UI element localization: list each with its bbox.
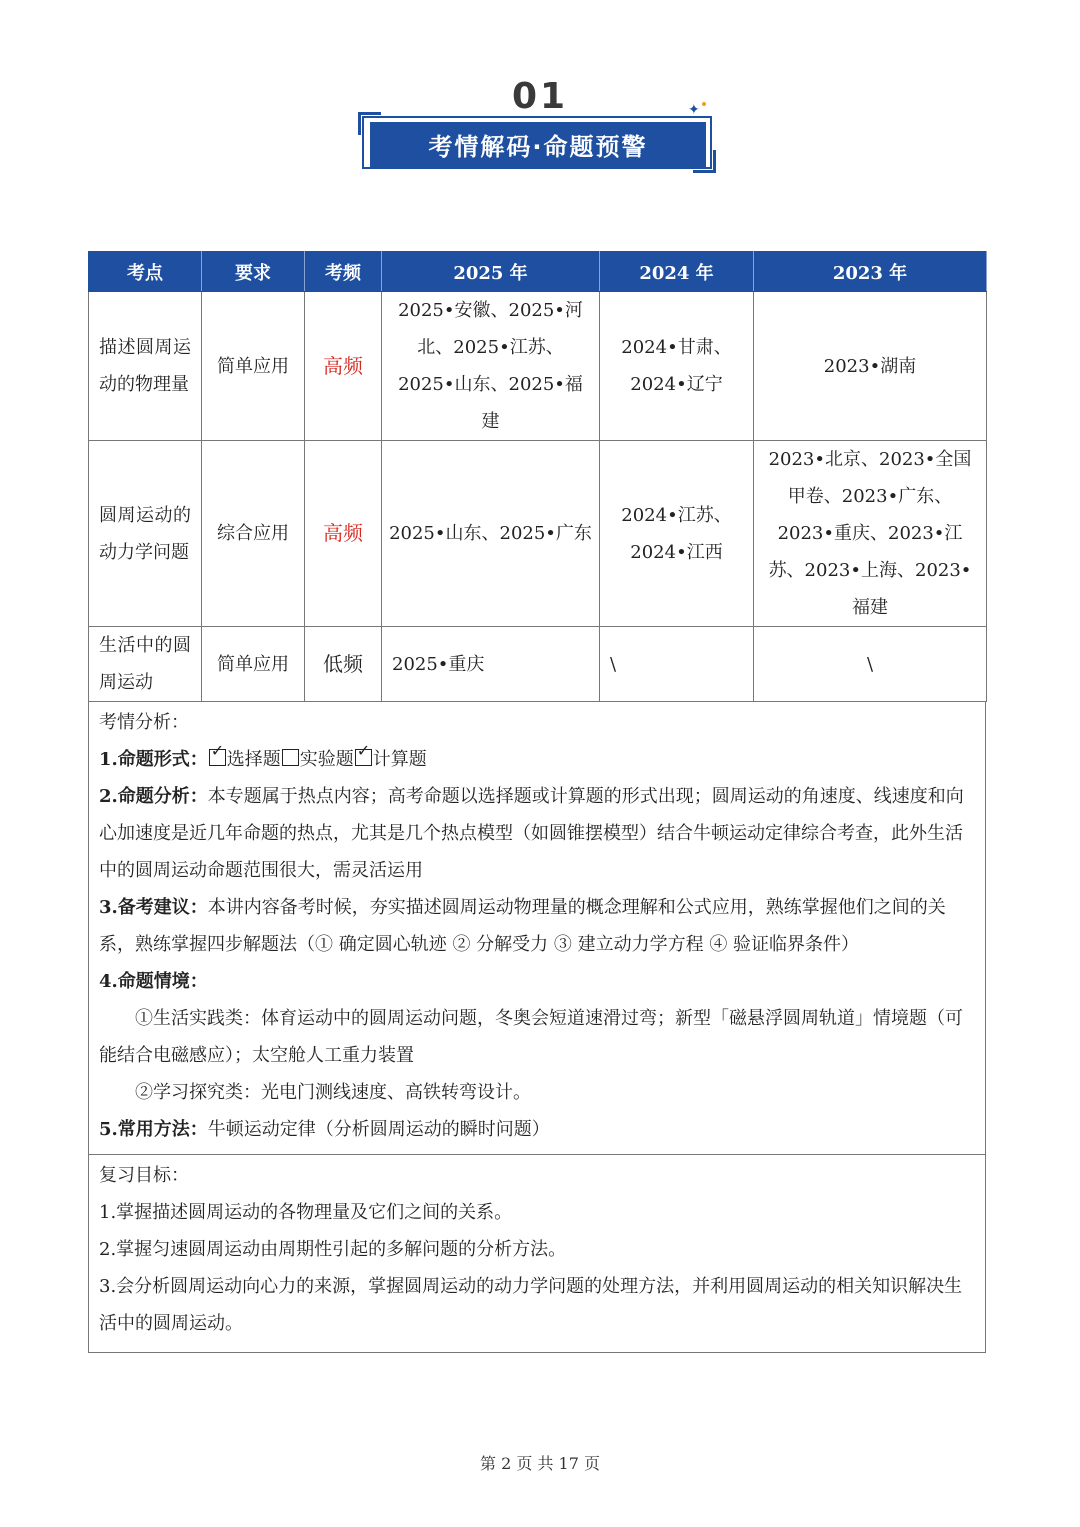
- question-form-label: 1.命题形式：: [99, 749, 208, 770]
- requirement-cell: 综合应用: [202, 441, 305, 627]
- checked-checkbox-icon: [209, 749, 226, 766]
- topic-cell: 描述圆周运动的物理量: [89, 292, 202, 441]
- option-label: 选择题: [226, 749, 281, 770]
- table-header-row: [89, 252, 987, 292]
- col-header-frequency: 考频: [305, 252, 382, 292]
- prep-advice-label: 3.备考建议：: [99, 897, 208, 918]
- year-2024-cell: 2024•甘肃、2024•辽宁: [600, 292, 754, 441]
- year-2025-cell: 2025•安徽、2025•河北、2025•江苏、2025•山东、2025•福建: [382, 292, 600, 441]
- context-item: ①生活实践类：体育运动中的圆周运动问题，冬奥会短道速滑过弯；新型「磁悬浮圆周轨道」情境题（可能结合电磁感应）；太空舱人工重力装置: [99, 1008, 963, 1066]
- frequency-cell: 高频: [305, 441, 382, 627]
- frequency-cell: 低频: [305, 627, 382, 702]
- method-paragraph: [99, 1111, 975, 1148]
- analysis-heading: 考情分析：: [99, 712, 189, 733]
- year-2023-cell: 2023•湖南: [754, 292, 987, 441]
- year-2024-cell: 2024•江苏、2024•江西: [600, 441, 754, 627]
- unchecked-checkbox-icon: [282, 749, 299, 766]
- context-item: ②学习探究类：光电门测线速度、高铁转弯设计。: [135, 1082, 531, 1103]
- exam-analysis-frame: [88, 251, 986, 1353]
- exam-analysis-block: [88, 702, 986, 1155]
- question-analysis-label: 2.命题分析：: [99, 786, 208, 807]
- year-2023-cell: \: [754, 627, 987, 702]
- banner-title: 考情解码·命题预警: [428, 133, 648, 161]
- col-header-requirement: 要求: [202, 252, 305, 292]
- checked-checkbox-icon: [355, 749, 372, 766]
- year-2023-cell: 2023•北京、2023•全国甲卷、2023•广东、2023•重庆、2023•江苏、2023•上海、2023•福建: [754, 441, 987, 627]
- method-label: 5.常用方法：: [99, 1119, 208, 1140]
- context-label: 4.命题情境：: [99, 971, 208, 992]
- col-header-topic: 考点: [89, 252, 202, 292]
- table-row: [89, 292, 987, 441]
- table-row: [89, 441, 987, 627]
- requirement-cell: 简单应用: [202, 627, 305, 702]
- requirement-cell: 简单应用: [202, 292, 305, 441]
- question-form-line: [99, 741, 975, 778]
- page-footer: 第 2 页 共 17 页: [480, 1454, 600, 1473]
- prep-advice-text: 本讲内容备考时候，夯实描述圆周运动物理量的概念理解和公式应用，熟练掌握他们之间的关系，熟练掌握四步解题法（① 确定圆心轨迹 ② 分解受力 ③ 建立动力学方程 ④ 验证临界条件）: [99, 897, 946, 955]
- col-header-2024: 2024 年: [600, 252, 754, 292]
- section-banner: [370, 122, 706, 167]
- question-analysis-paragraph: [99, 778, 975, 889]
- col-header-2025: 2025 年: [382, 252, 600, 292]
- decorative-dot: [702, 102, 706, 106]
- table-row: [89, 627, 987, 702]
- prep-advice-paragraph: [99, 889, 975, 963]
- topic-cell: 圆周运动的动力学问题: [89, 441, 202, 627]
- col-header-2023: 2023 年: [754, 252, 987, 292]
- sparkle-icon: ✦: [688, 102, 700, 118]
- goals-heading: 复习目标：: [99, 1165, 189, 1186]
- year-2025-cell: 2025•重庆: [382, 627, 600, 702]
- year-2025-cell: 2025•山东、2025•广东: [382, 441, 600, 627]
- goal-item: 1.掌握描述圆周运动的各物理量及它们之间的关系。: [99, 1202, 513, 1223]
- option-label: 计算题: [372, 749, 427, 770]
- question-analysis-text: 本专题属于热点内容；高考命题以选择题或计算题的形式出现；圆周运动的角速度、线速度和向心加速度是近几年命题的热点，尤其是几个热点模型（如圆锥摆模型）结合牛顿运动定律综合考查，此外生活中的圆周运动命题范围很大，需灵活运用: [99, 786, 964, 881]
- year-2024-cell: \: [600, 627, 754, 702]
- goal-item: 2.掌握匀速圆周运动由周期性引起的多解问题的分析方法。: [99, 1239, 567, 1260]
- exam-frequency-table: [88, 251, 987, 702]
- review-goals-block: [88, 1155, 986, 1353]
- option-label: 实验题: [299, 749, 354, 770]
- goal-item: 3.会分析圆周运动向心力的来源，掌握圆周运动的动力学问题的处理方法，并利用圆周运动的相关知识解决生活中的圆周运动。: [99, 1276, 963, 1334]
- topic-cell: 生活中的圆周运动: [89, 627, 202, 702]
- method-text: 牛顿运动定律（分析圆周运动的瞬时问题）: [207, 1119, 550, 1140]
- frequency-cell: 高频: [305, 292, 382, 441]
- section-number: 01: [511, 76, 569, 117]
